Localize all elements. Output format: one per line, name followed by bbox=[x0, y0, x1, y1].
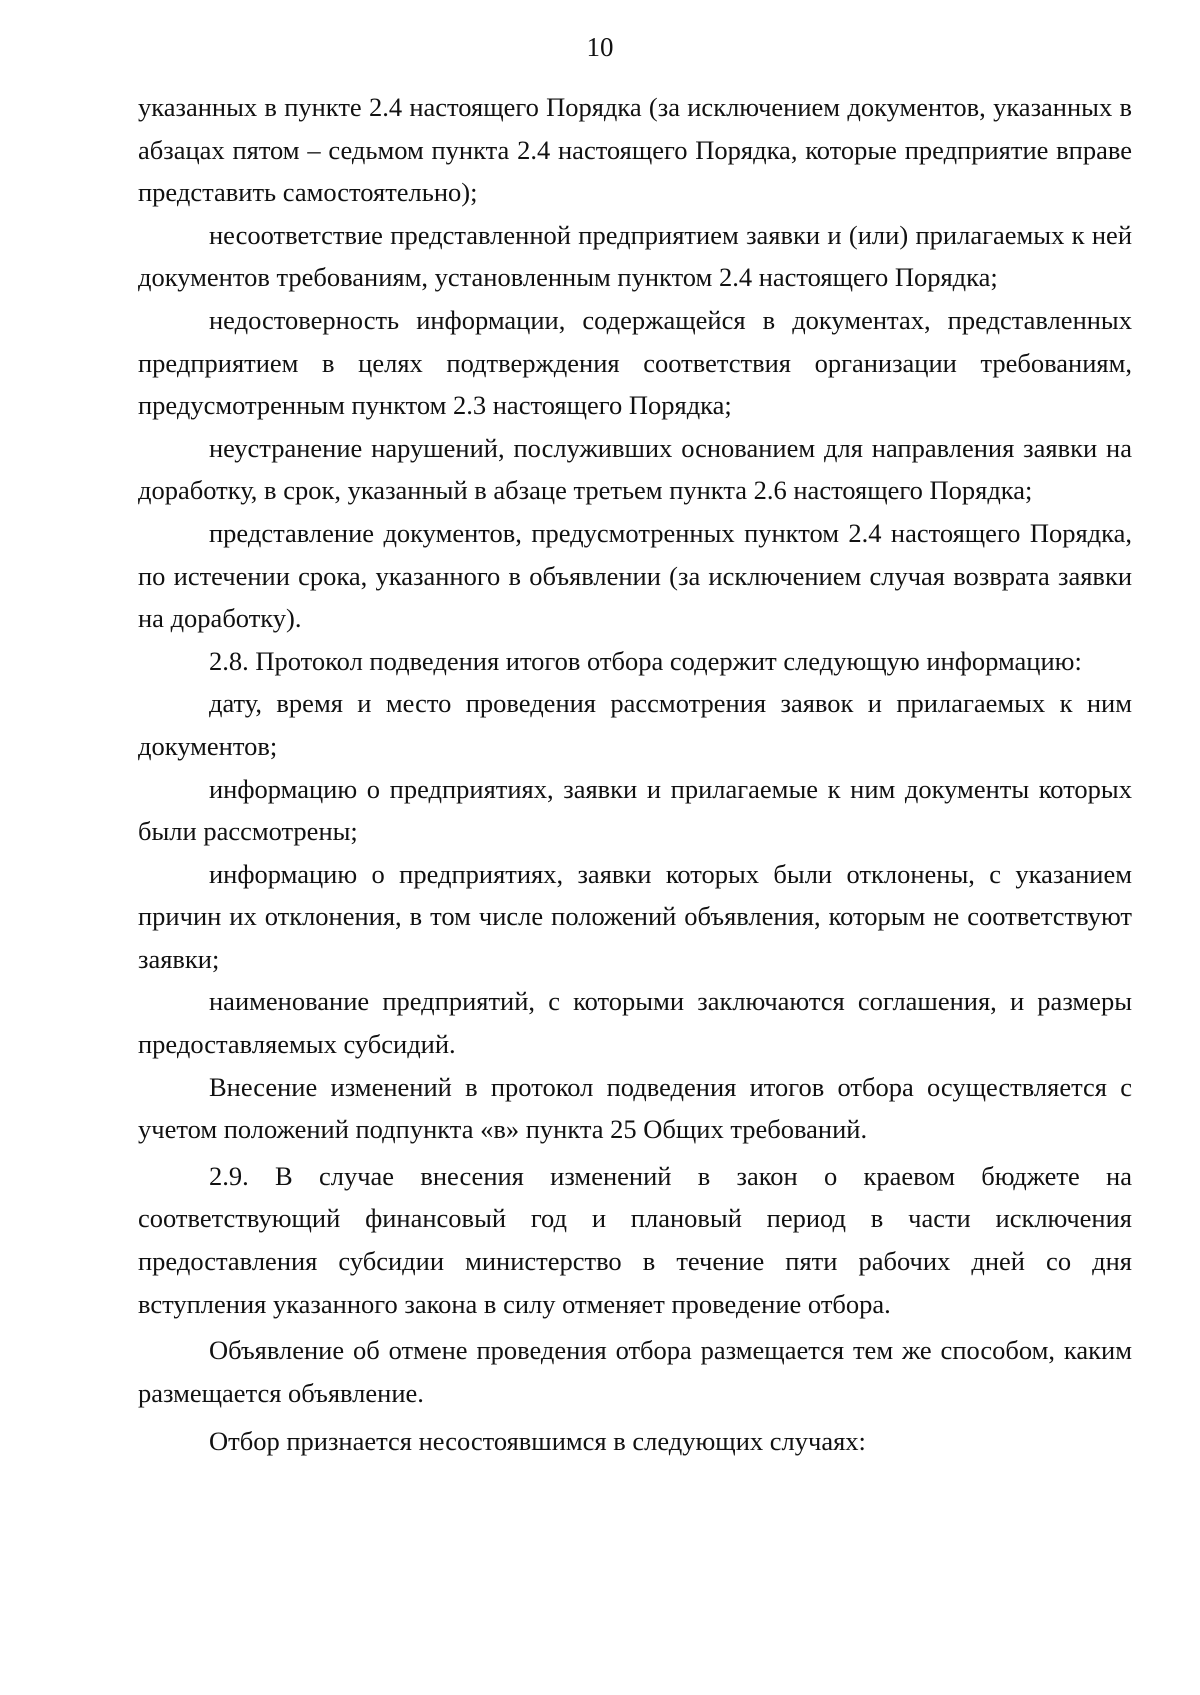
paragraph-late-submission: представление документов, предусмотренных пунктом 2.4 настоящего Порядка, по истечении срока, указанного в объявлении (за исключением случая возврата заявки на доработку). bbox=[138, 517, 1132, 634]
paragraph-unreliability: недостоверность информации, содержащейся в документах, представленных предприятием в целях подтверждения соответствия организации требованиям, предусмотренным пунктом 2.3 настоящего Порядка; bbox=[138, 304, 1132, 421]
paragraph-section-2-9: 2.9. В случае внесения изменений в закон о краевом бюджете на соответствующий финансовый год и плановый период в части исключения предоставления субсидии министерство в течение пяти рабочих дней со дня вступления указанного закона в силу отменяет проведение отбора. bbox=[138, 1160, 1132, 1319]
paragraph-reviewed: информацию о предприятиях, заявки и прилагаемые к ним документы которых были рассмотрены; bbox=[138, 773, 1132, 847]
paragraph-non-elimination: неустранение нарушений, послуживших основанием для направления заявки на доработку, в срок, указанный в абзаце третьем пункта 2.6 настоящего Порядка; bbox=[138, 432, 1132, 506]
paragraph-cancellation-notice: Объявление об отмене проведения отбора размещается тем же способом, каким размещается объявление. bbox=[138, 1335, 1132, 1408]
paragraph-protocol-changes: Внесение изменений в протокол подведения итогов отбора осуществляется с учетом положений подпункта «в» пункта 25 Общих требований. bbox=[138, 1071, 1132, 1145]
paragraph-failed-selection: Отбор признается несостоявшимся в следующих случаях: bbox=[209, 1426, 866, 1457]
paragraph-mismatch: несоответствие представленной предприятием заявки и (или) прилагаемых к ней документов требованиям, установленным пунктом 2.4 настоящего Порядка; bbox=[138, 219, 1132, 293]
paragraph-continuation: указанных в пункте 2.4 настоящего Порядка (за исключением документов, указанных в абзацах пятом – седьмом пункта 2.4 настоящего Порядка, которые предприятие вправе представить самостоятельно); bbox=[138, 92, 1132, 208]
paragraph-agreements: наименование предприятий, с которыми заключаются соглашения, и размеры предоставляемых субсидий. bbox=[138, 986, 1132, 1060]
paragraph-rejected: информацию о предприятиях, заявки которых были отклонены, с указанием причин их отклонения, в том числе положений объявления, которым не соответствуют заявки; bbox=[138, 858, 1132, 974]
paragraph-date-time-place: дату, время и место проведения рассмотрения заявок и прилагаемых к ним документов; bbox=[138, 688, 1132, 761]
page-number: 10 bbox=[586, 32, 614, 62]
paragraph-section-2-8: 2.8. Протокол подведения итогов отбора содержит следующую информацию: bbox=[209, 645, 1082, 676]
document-body bbox=[138, 86, 1132, 1463]
